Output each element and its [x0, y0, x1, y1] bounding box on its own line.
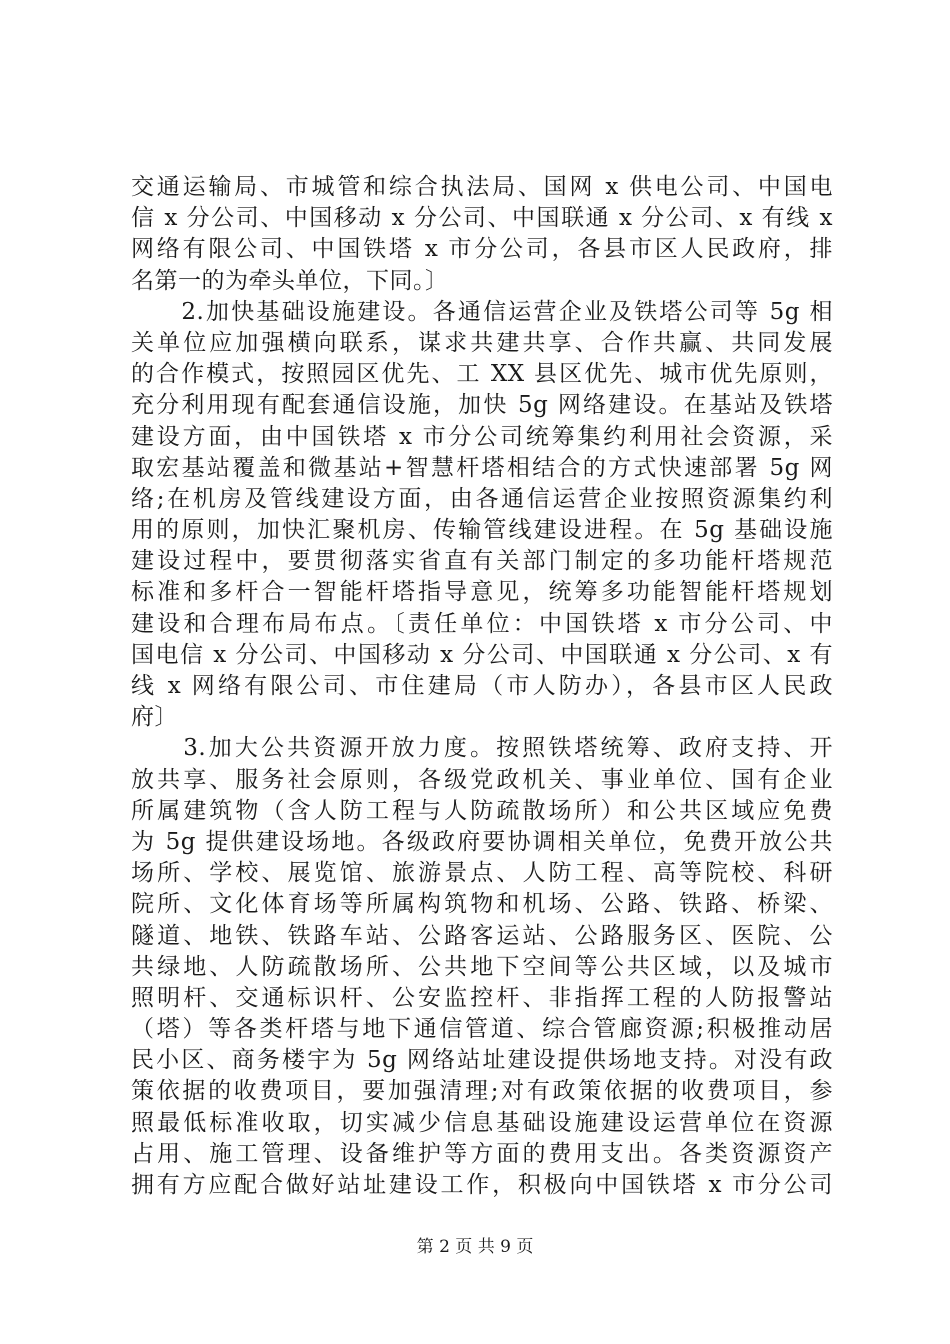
text-line: 策依据的收费项目，要加强清理;对有政策依据的收费项目，参 — [131, 1078, 833, 1105]
text-line: 照明杆、交通标识杆、公安监控杆、非指挥工程的人防报警站 — [131, 984, 833, 1011]
text-line: 标准和多杆合一智能杆塔指导意见，统筹多功能智能杆塔规划 — [131, 579, 833, 606]
text-line: 交通运输局、市城管和综合执法局、国网 x 供电公司、中国电 — [131, 174, 833, 200]
text-line: 络;在机房及管线建设方面，由各通信运营企业按照资源集约利 — [131, 485, 833, 512]
text-line: 所属建筑物（含人防工程与人防疏散场所）和公共区域应免费 — [131, 797, 833, 824]
text-line: 隧道、地铁、铁路车站、公路客运站、公路服务区、医院、公 — [131, 922, 833, 949]
text-line: 府〕 — [131, 704, 178, 731]
text-line: 关单位应加强横向联系，谋求共建共享、合作共赢、共同发展 — [131, 329, 833, 356]
text-line: 为 5g 提供建设场地。各级政府要协调相关单位，免费开放公共 — [131, 828, 833, 855]
text-line: 建设和合理布局布点。〔责任单位：中国铁塔 x 市分公司、中 — [131, 610, 833, 637]
page-number-footer: 第 2 页 共 9 页 — [416, 1237, 534, 1257]
text-line: （塔）等各类杆塔与地下通信管道、综合管廊资源;积极推动居 — [131, 1016, 833, 1043]
text-line: 建设方面，由中国铁塔 x 市分公司统筹集约利用社会资源，采 — [131, 423, 833, 450]
text-line: 3.加大公共资源开放力度。按照铁塔统筹、政府支持、开 — [131, 735, 833, 762]
text-line: 的合作模式，按照园区优先、工 XX 县区优先、城市优先原则， — [131, 361, 833, 388]
document-body — [131, 172, 833, 1201]
text-line: 国电信 x 分公司、中国移动 x 分公司、中国联通 x 分公司、x 有 — [131, 641, 833, 668]
text-line: 场所、学校、展览馆、旅游景点、人防工程、高等院校、科研 — [131, 860, 833, 887]
text-line: 民小区、商务楼宇为 5g 网络站址建设提供场地支持。对没有政 — [131, 1047, 833, 1074]
text-line: 用的原则，加快汇聚机房、传输管线建设进程。在 5g 基础设施 — [131, 517, 833, 544]
text-line: 院所、文化体育场等所属构筑物和机场、公路、铁路、桥梁、 — [131, 891, 833, 918]
text-line: 取宏基站覆盖和微基站+智慧杆塔相结合的方式快速部署 5g 网 — [131, 454, 833, 481]
text-line: 拥有方应配合做好站址建设工作，积极向中国铁塔 x 市分公司 — [131, 1172, 833, 1198]
text-line: 线 x 网络有限公司、市住建局（市人防办），各县市区人民政 — [131, 673, 833, 699]
text-line: 共绿地、人防疏散场所、公共地下空间等公共区域，以及城市 — [131, 953, 833, 980]
text-line: 照最低标准收取，切实减少信息基础设施建设运营单位在资源 — [131, 1109, 833, 1136]
text-line: 建设过程中，要贯彻落实省直有关部门制定的多功能杆塔规范 — [131, 548, 833, 575]
text-line: 名第一的为牵头单位，下同。〕 — [131, 267, 449, 294]
text-line: 网络有限公司、中国铁塔 x 市分公司，各县市区人民政府，排 — [131, 236, 833, 263]
text-line: 充分利用现有配套通信设施，加快 5g 网络建设。在基站及铁塔 — [131, 392, 833, 419]
text-line: 占用、施工管理、设备维护等方面的费用支出。各类资源资产 — [131, 1140, 833, 1167]
text-line: 2.加快基础设施建设。各通信运营企业及铁塔公司等 5g 相 — [131, 298, 833, 325]
text-line: 放共享、服务社会原则，各级党政机关、事业单位、国有企业 — [131, 766, 833, 793]
text-line: 信 x 分公司、中国移动 x 分公司、中国联通 x 分公司、x 有线 x — [131, 205, 833, 232]
